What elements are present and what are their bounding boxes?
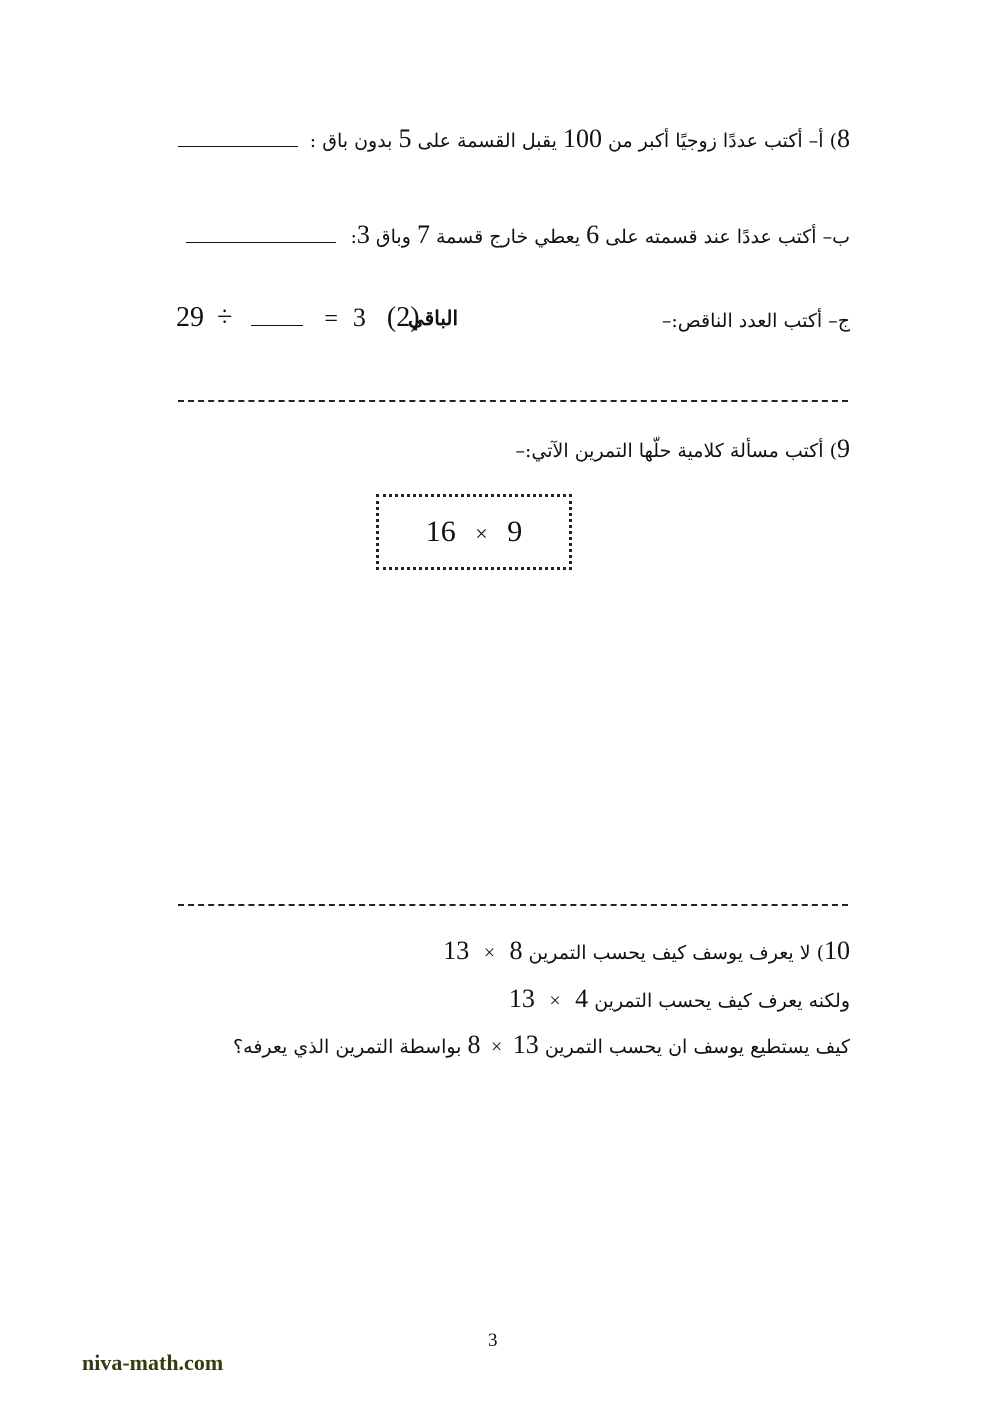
q8-a-text-after: بدون باق : xyxy=(309,130,399,152)
equals-sign: = xyxy=(324,306,338,332)
question-number-9: 9 xyxy=(837,434,850,463)
q8-a-answer-blank[interactable] xyxy=(178,126,298,147)
q9-line: 9) أكتب مسألة كلامية حلّها التمرين الآتي:– xyxy=(515,434,850,463)
q8-c-equation xyxy=(176,302,420,334)
q10-line2-expression xyxy=(509,984,588,1013)
question-number-8: 8 xyxy=(837,124,850,153)
q9-expr-b: 9 xyxy=(507,515,523,548)
times-sign: × xyxy=(475,521,488,546)
q8-c-label xyxy=(662,310,850,332)
q10-line1-a: 8 xyxy=(509,936,523,965)
q8-c-label-text: ج– أكتب العدد الناقص:– xyxy=(661,310,850,332)
q8-a-text-before: أ– أكتب عددًا زوجيًا أكبر من xyxy=(601,130,824,152)
remainder-label: الباقي xyxy=(408,306,459,330)
q8-c-answer-blank[interactable] xyxy=(251,305,303,326)
q10-line2-a: 4 xyxy=(575,984,589,1013)
q10-line2-text: ولكنه يعرف كيف يحسب التمرين xyxy=(588,990,850,1012)
q8-a-number-5: 5 xyxy=(398,124,412,153)
q9-expression xyxy=(426,515,522,549)
q10-line3-a: 8 xyxy=(467,1030,481,1059)
q10-line3-b: 13 xyxy=(512,1030,539,1059)
page-number: 3 xyxy=(488,1330,498,1351)
q8-b-line xyxy=(186,220,850,250)
quotient: 3 xyxy=(352,303,366,332)
q8-b-number-7: 7 xyxy=(416,220,430,249)
q10-line1-text: لا يعرف يوسف كيف يحسب التمرين xyxy=(522,942,811,964)
q10-line3 xyxy=(233,1030,850,1060)
q8-b-text-before: ب– أكتب عددًا عند قسمته على xyxy=(599,226,850,248)
q10-line2-b: 13 xyxy=(508,984,535,1013)
q8-b-number-3: 3 xyxy=(356,220,370,249)
q8-b-text-mid: يعطي خارج قسمة xyxy=(429,226,587,248)
q8-b-answer-blank[interactable] xyxy=(186,222,336,243)
times-sign: × xyxy=(483,942,496,964)
division-sign: ÷ xyxy=(217,302,233,333)
section-divider xyxy=(178,400,848,402)
footer-site-name: niva-math.com xyxy=(82,1350,224,1375)
q10-line3-before: كيف يستطيع يوسف ان يحسب التمرين xyxy=(538,1036,850,1058)
question-number-10: 10 xyxy=(824,936,850,965)
q8-a-number-100: 100 xyxy=(562,124,602,153)
remainder: (2) xyxy=(386,302,420,333)
times-sign: × xyxy=(491,1036,503,1058)
q8-a-text-mid: يقبل القسمة على xyxy=(411,130,563,152)
q8-b-number-6: 6 xyxy=(586,220,600,249)
q8-b-text-after: : xyxy=(350,226,357,248)
q9-expression-box xyxy=(376,494,572,570)
times-sign: × xyxy=(549,990,561,1012)
q9-text: أكتب مسألة كلامية حلّها التمرين الآتي:– xyxy=(515,440,824,462)
q8-b-text-mid2: وباق xyxy=(369,226,417,248)
q10-line2 xyxy=(509,984,850,1014)
q10-line1-b: 13 xyxy=(443,936,470,965)
section-divider xyxy=(178,904,848,906)
q10-line1: 10) لا يعرف يوسف كيف يحسب التمرين 13 × 8 xyxy=(443,936,850,965)
q9-expr-a: 16 xyxy=(425,515,456,548)
q10-line3-after: بواسطة التمرين الذي يعرفه؟ xyxy=(233,1036,468,1058)
dividend: 29 xyxy=(176,302,204,333)
q10-line1-expression xyxy=(443,936,522,965)
q10-line3-expression xyxy=(468,1030,539,1059)
q8-a-line: 8) أ– أكتب عددًا زوجيًا أكبر من 100 يقبل القسمة على 5 بدون باق : xyxy=(178,124,850,154)
